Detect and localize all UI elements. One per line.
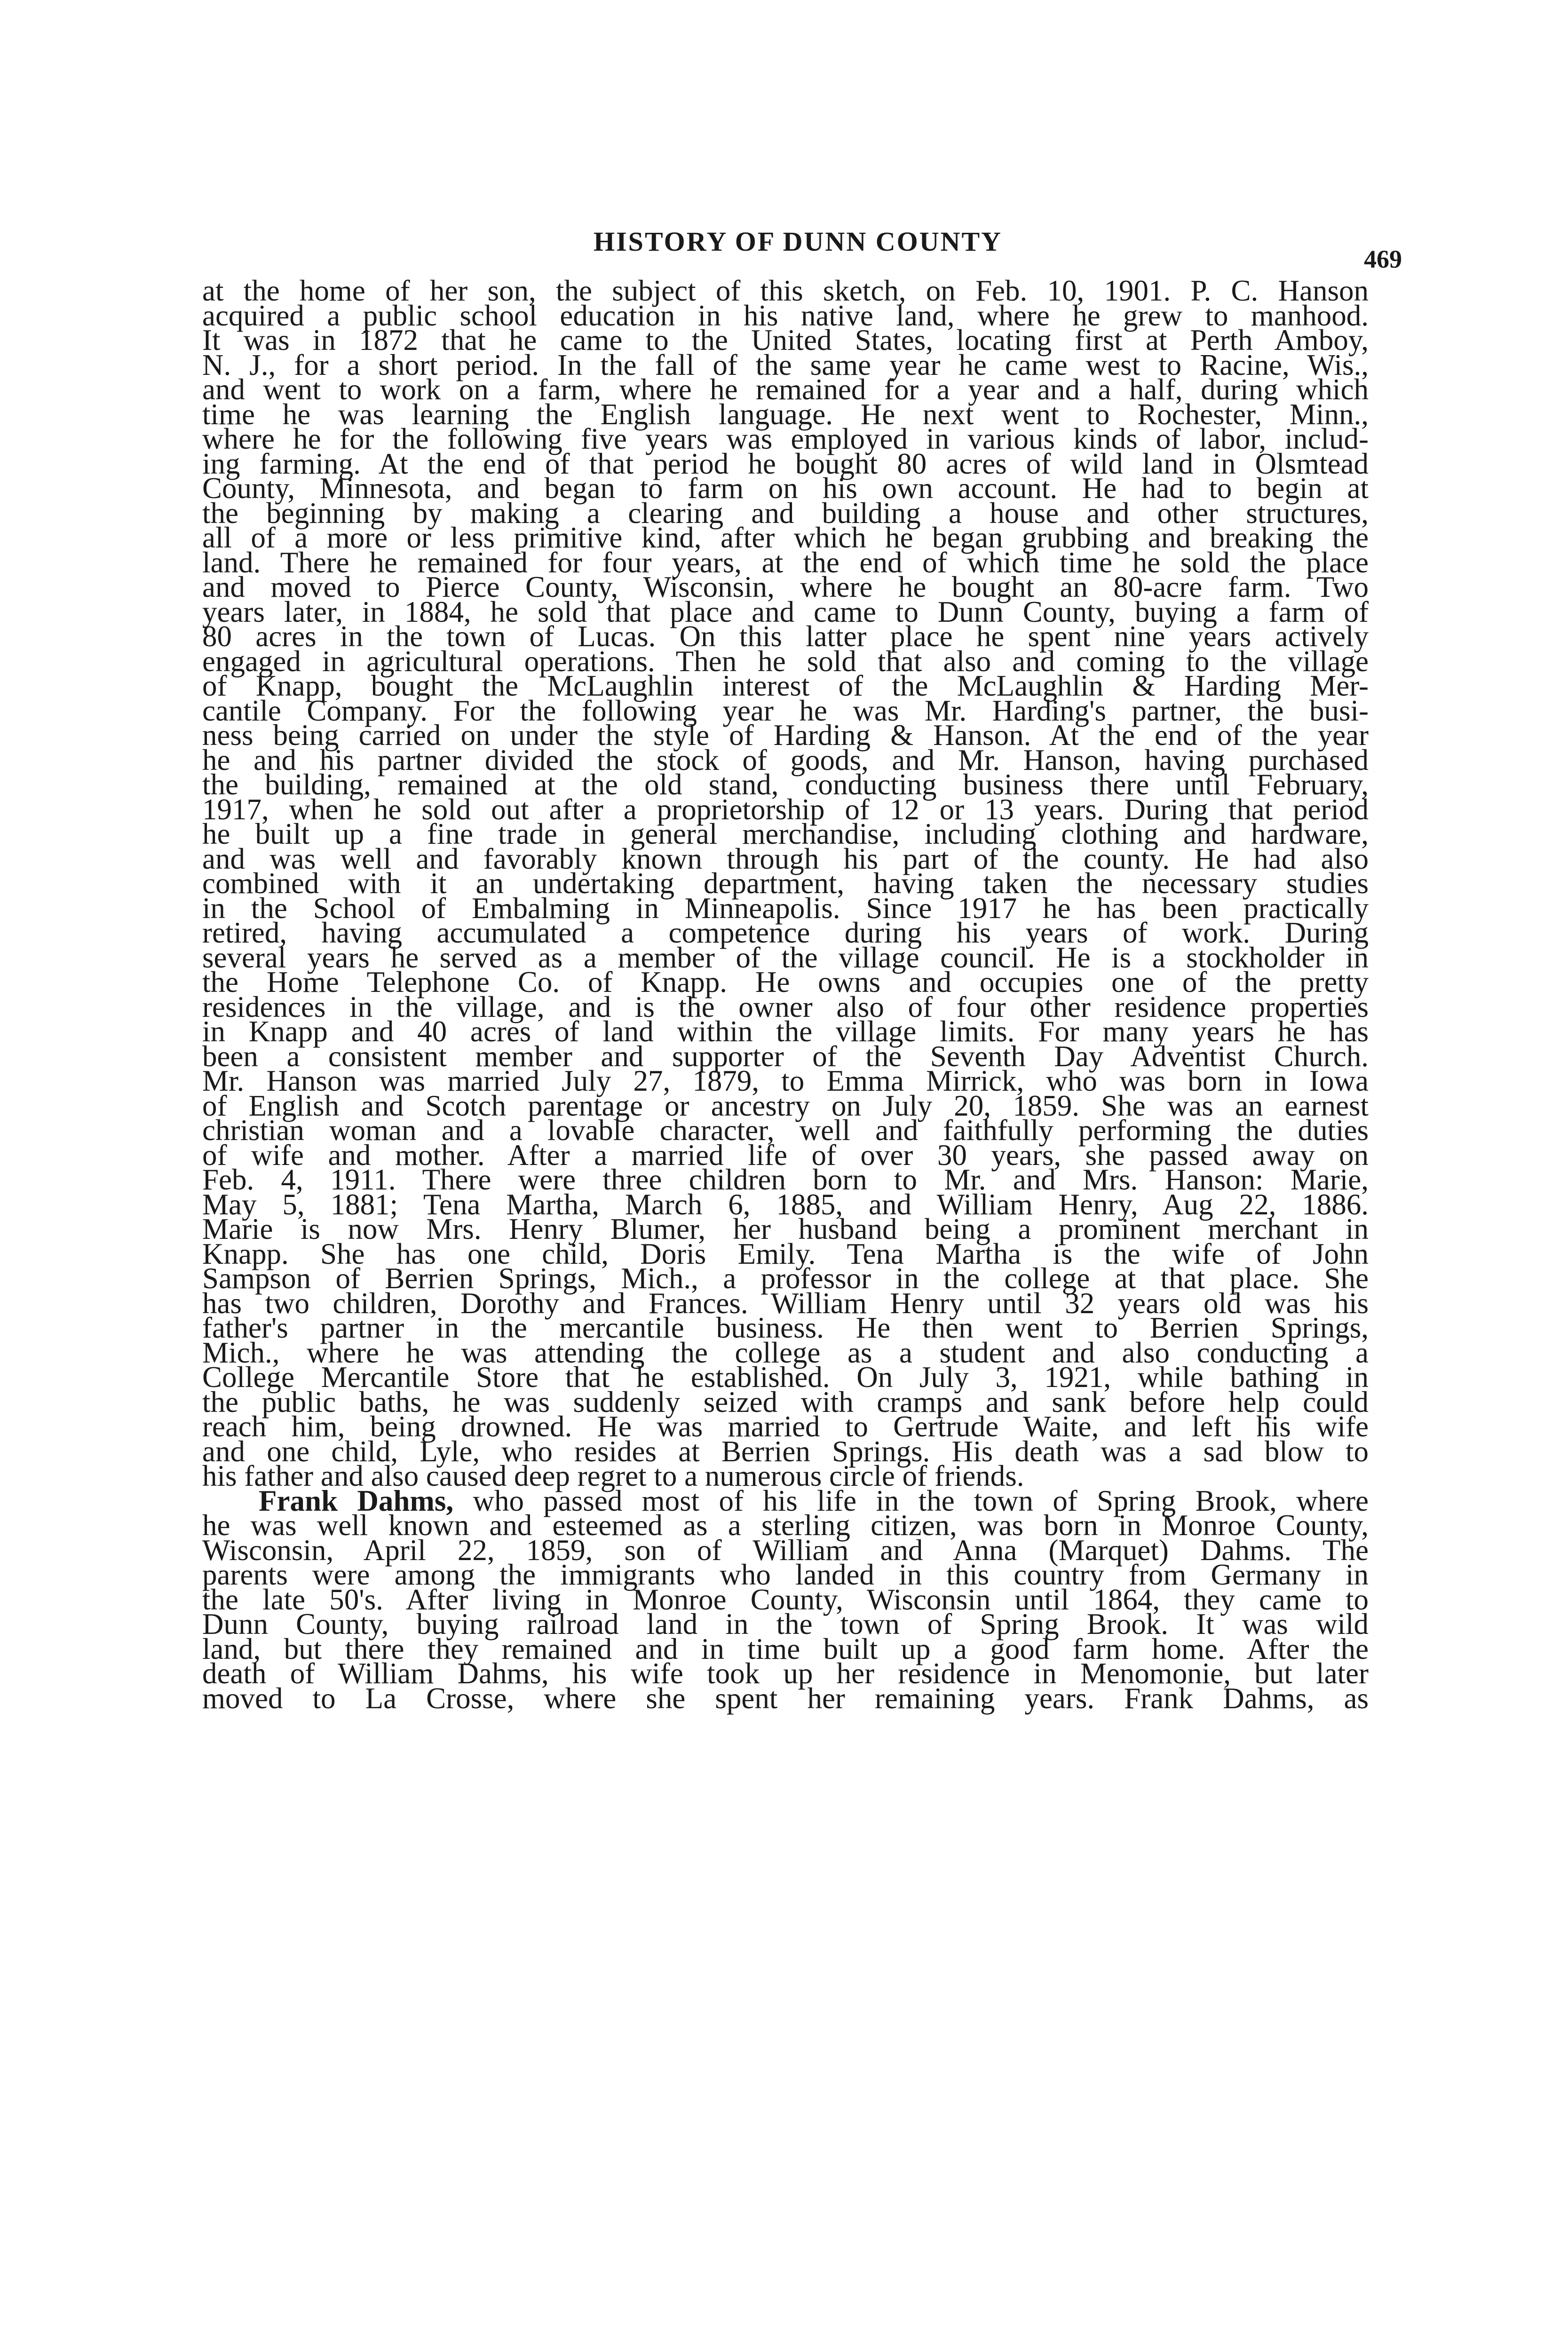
text-line: reach him, being drowned. He was married to Gertrude Waite, and left his wife <box>202 1410 1369 1443</box>
text-line: Wisconsin, April 22, 1859, son of William and Anna (Marquet) Dahms. The <box>202 1533 1369 1567</box>
running-head-title: HISTORY OF DUNN COUNTY <box>594 226 1003 257</box>
text-line: and one child, Lyle, who resides at Berrien Springs. His death was a sad blow to <box>202 1435 1369 1468</box>
body-text <box>202 274 1369 1715</box>
text-line: his father and also caused deep regret to a numerous circle of friends. <box>202 1459 1024 1492</box>
text-line: combined with it an undertaking department, having taken the necessary studies <box>202 867 1369 900</box>
text-line: ing farming. At the end of that period he bought 80 acres of wild land in Olsmtead <box>202 447 1369 480</box>
text-line: engaged in agricultural operations. Then he sold that also and coming to the village <box>202 644 1369 678</box>
text-line: death of William Dahms, his wife took up her residence in Menomonie, but later <box>202 1657 1369 1690</box>
text-line: the beginning by making a clearing and building a house and other structures, <box>202 496 1369 530</box>
text-line: Dunn County, buying railroad land in the town of Spring Brook. It was wild <box>202 1608 1369 1641</box>
text-line: acquired a public school education in his native land, where he grew to manhood. <box>202 299 1369 332</box>
text-line: all of a more or less primitive kind, after which he began grubbing and breaking the <box>202 521 1369 554</box>
text-line: moved to La Crosse, where she spent her remaining years. Frank Dahms, as <box>202 1681 1369 1715</box>
text-line: Knapp. She has one child, Doris Emily. Tena Martha is the wife of John <box>202 1237 1369 1270</box>
text-line: ness being carried on under the style of Harding & Hanson. At the end of the year <box>202 719 1369 752</box>
text-line: the Home Telephone Co. of Knapp. He owns and occupies one of the pretty <box>202 966 1369 999</box>
page-number: 469 <box>1364 245 1402 273</box>
text-line: the public baths, he was suddenly seized with cramps and sank before help could <box>202 1385 1369 1419</box>
text-line: County, Minnesota, and began to farm on his own account. He had to begin at <box>202 472 1369 505</box>
text-line: of English and Scotch parentage or ancestry on July 20, 1859. She was an earnest <box>202 1089 1369 1122</box>
text-line: of Knapp, bought the McLaughlin interest of the McLaughlin & Harding Mer- <box>202 669 1369 702</box>
text-line: the late 50's. After living in Monroe County, Wisconsin until 1864, they came to <box>202 1583 1369 1616</box>
text-line: It was in 1872 that he came to the United States, locating first at Perth Amboy, <box>202 324 1369 357</box>
text-line: where he for the following five years was employed in various kinds of labor, includ- <box>202 422 1369 455</box>
text-line: he was well known and esteemed as a sterling citizen, was born in Monroe County, <box>202 1509 1369 1542</box>
text-line: Mr. Hanson was married July 27, 1879, to Emma Mirrick, who was born in Iowa <box>202 1064 1369 1097</box>
text-line: parents were among the immigrants who landed in this country from Germany in <box>202 1558 1369 1591</box>
subject-name: Frank Dahms, <box>259 1484 454 1517</box>
text-line: May 5, 1881; Tena Martha, March 6, 1885, and William Henry, Aug 22, 1886. <box>202 1188 1369 1221</box>
text-line: N. J., for a short period. In the fall of the same year he came west to Racine, Wis., <box>202 348 1369 381</box>
paragraph-hanson-biography <box>202 274 1369 1492</box>
text-line: Mich., where he was attending the college as a student and also conducting a <box>202 1336 1369 1369</box>
text-line: 1917, when he sold out after a proprietorship of 12 or 13 years. During that period <box>202 793 1369 826</box>
text-line: has two children, Dorothy and Frances. William Henry until 32 years old was his <box>202 1286 1369 1320</box>
text-run: who passed most of his life in the town of Spring Brook, where <box>453 1484 1369 1517</box>
text-line: the building, remained at the old stand, conducting business there until February, <box>202 768 1369 801</box>
text-line: father's partner in the mercantile business. He then went to Berrien Springs, <box>202 1311 1369 1344</box>
text-line: in Knapp and 40 acres of land within the village limits. For many years he has <box>202 1015 1369 1048</box>
text-line: and went to work on a farm, where he remained for a year and a half, during which <box>202 373 1369 406</box>
paragraph-dahms-biography <box>202 1484 1369 1715</box>
text-line: in the School of Embalming in Minneapolis. Since 1917 he has been practically <box>202 891 1369 925</box>
text-line: retired, having accumulated a competence during his years of work. During <box>202 916 1369 949</box>
text-line: several years he served as a member of the village council. He is a stockholder in <box>202 941 1369 974</box>
text-line: cantile Company. For the following year he was Mr. Harding's partner, the busi- <box>202 694 1369 727</box>
text-line: been a consistent member and supporter of the Seventh Day Adventist Church. <box>202 1039 1369 1073</box>
text-line: of wife and mother. After a married life of over 30 years, she passed away on <box>202 1138 1369 1172</box>
text-line: years later, in 1884, he sold that place and came to Dunn County, buying a farm of <box>202 595 1369 628</box>
text-line: time he was learning the English language. He next went to Rochester, Minn., <box>202 397 1369 431</box>
text-line: land, but there they remained and in time built up a good farm home. After the <box>202 1632 1369 1665</box>
text-line: land. There he remained for four years, at the end of which time he sold the place <box>202 546 1369 579</box>
text-line: Sampson of Berrien Springs, Mich., a professor in the college at that place. She <box>202 1262 1369 1295</box>
text-line: 80 acres in the town of Lucas. On this latter place he spent nine years actively <box>202 620 1369 653</box>
text-line: he and his partner divided the stock of goods, and Mr. Hanson, having purchased <box>202 743 1369 777</box>
text-line: Marie is now Mrs. Henry Blumer, her husband being a prominent merchant in <box>202 1213 1369 1245</box>
text-line: christian woman and a lovable character, well and faithfully performing the duties <box>202 1114 1369 1147</box>
text-line: Feb. 4, 1911. There were three children born to Mr. and Mrs. Hanson: Marie, <box>202 1163 1369 1196</box>
text-line: residences in the village, and is the owner also of four other residence properties <box>202 990 1369 1023</box>
text-line: he built up a fine trade in general merchandise, including clothing and hardware, <box>202 817 1369 850</box>
text-line: College Mercantile Store that he established. On July 3, 1921, while bathing in <box>202 1361 1369 1394</box>
text-line: and moved to Pierce County, Wisconsin, where he bought an 80-acre farm. Two <box>202 571 1369 603</box>
text-line: at the home of her son, the subject of this sketch, on Feb. 10, 1901. P. C. Hanson <box>202 274 1369 307</box>
text-line: and was well and favorably known through his part of the county. He had also <box>202 842 1369 875</box>
